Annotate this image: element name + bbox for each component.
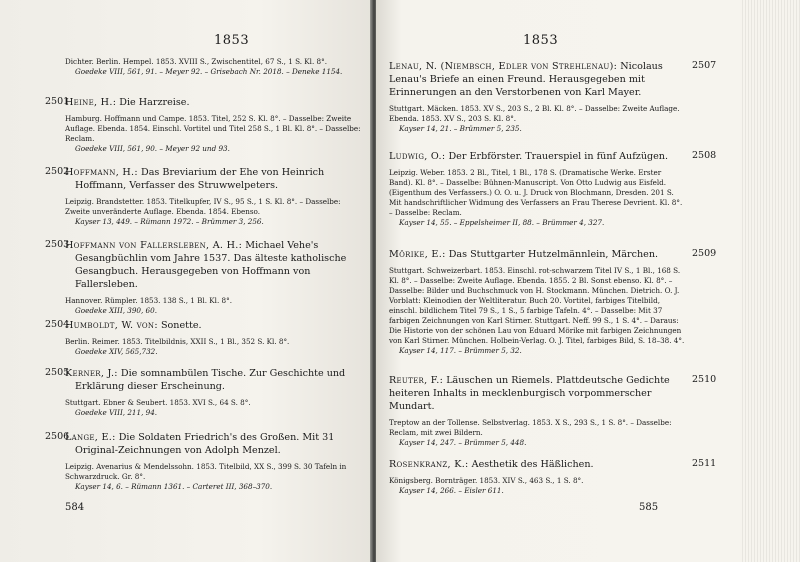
entry-author: Mörike, E.: [389,249,446,260]
entry-references: Goedeke XIV, 565,732. [75,347,158,356]
entry-author: Lange, E.: [65,432,116,443]
entry-2504 [45,319,365,357]
entry-title: Die Soldaten Friedrich's des Großen. Mit 31 Original-Zeichnungen von Adolph Menzel. [75,432,335,456]
entry-number: 2505 [45,367,70,378]
entry-imprint: Dichter. Berlin. Hempel. 1853. XVIII S., Zwischentitel, 67 S., 1 S. Kl. 8°. [65,57,327,66]
entry-title: Nicolaus Lenau's Briefe an einen Freund. Herausgegeben mit Erinnerungen an den Verstorbenen von Karl Mayer. [389,61,663,98]
entry-2503 [45,239,365,316]
entry-references: Goedeke VIII, 561, 91. – Meyer 92. – Grisebach Nr. 2018. – Deneke 1154. [75,67,343,76]
left-page [0,0,372,562]
entry-author: Hoffmann von Fallersleben, A. H.: [65,240,243,251]
entry-number: 2501 [45,96,70,107]
entry-number: 2503 [45,239,70,250]
entry-title: Die somnambülen Tische. Zur Geschichte und Erklärung dieser Erscheinung. [75,368,346,392]
entry-author: Hoffmann, H.: [65,167,138,178]
entry-number: 2502 [45,166,70,177]
entry-references: Kayser 14, 117. – Brümmer 5, 32. [399,346,522,355]
entry-references: Goedeke VIII, 211, 94. [75,408,158,417]
entry-references: Kayser 14, 266. – Eisler 611. [399,486,504,495]
entry-imprint: Berlin. Reimer. 1853. Titelbildnis, XXII S., 1 Bl., 352 S. Kl. 8°. [65,337,290,346]
entry-title: Michael Vehe's Gesangbüchlin vom Jahre 1537. Das älteste katholische Gesangbuch. Herausgegeben von Hoffmann von Fallersleben. [75,240,347,290]
left-page-number: 584 [65,502,85,513]
entry-references: Goedeke XIII, 390, 60. [75,306,157,315]
entry-number: 2507 [692,60,717,71]
entry-number: 2508 [692,150,717,161]
entry-number: 2510 [692,374,717,385]
entry-2506 [45,431,365,492]
entry-references: Kayser 13, 449. – Rümann 1972. – Brümmer 3, 256. [75,217,264,226]
entry-2501 [45,96,365,154]
entry-imprint: Stuttgart. Mäcken. 1853. XV S., 203 S., 2 Bl. Kl. 8°. – Dasselbe: Zweite Auflage. Ebenda. 1853. XV S., 203 S. Kl. 8°. [389,104,680,123]
entry-imprint: Leipzig. Weber. 1853. 2 Bl., Titel, 1 Bl., 178 S. (Dramatische Werke. Erster Band). Kl. 8°. – Dasselbe: Bühnen-Manuscript. Von Otto Ludwig aus Eisfeld. (Eigenthum des Verfassers.) O. O. u. J. Druck von Blochmann, Dresden. 201 S. Mit handschriftlicher Widmung des Verfassers an Frau Therese Devrient. Kl. 8°. – Dasselbe: Reclam. [389,168,683,217]
right-page-number: 585 [639,502,659,513]
entry-imprint: Königsberg. Bornträger. 1853. XIV S., 463 S., 1 S. 8°. [389,476,584,485]
entry-2507 [389,60,717,134]
entry-author: Rosenkranz, K.: [389,459,469,470]
entry-title: Der Erbförster. Trauerspiel in fünf Aufzügen. [448,151,669,162]
entry-title: Sonette. [160,320,202,331]
entry-references: Goedeke VIII, 561, 90. – Meyer 92 und 93. [75,144,230,153]
entry-title: Die Harzreise. [119,97,190,108]
entry-author: Ludwig, O.: [389,151,446,162]
entry-number: 2509 [692,248,717,259]
right-running-head-year: 1853 [523,33,559,48]
entry-title: Das Stuttgarter Hutzelmännlein, Märchen. [448,249,659,260]
entry-imprint: Leipzig. Avenarius & Mendelssohn. 1853. Titelbild, XX S., 399 S. 30 Tafeln in Schwarzdruck. Gr. 8°. [65,462,347,481]
entry-imprint: Hannover. Rümpler. 1853. 138 S., 1 Bl. Kl. 8°. [65,296,232,305]
entry-author: Heine, H.: [65,97,117,108]
entry-imprint: Leipzig. Brandstetter. 1853. Titelkupfer, IV S., 95 S., 1 S. Kl. 8°. – Dasselbe: Zweite unveränderte Auflage. Ebenda. 1854. Ebenso. [65,197,341,216]
entry-imprint: Hamburg. Hoffmann und Campe. 1853. Titel, 252 S. Kl. 8°. – Dasselbe: Zweite Auflage. Ebenda. 1854. Einschl. Vortitel und Titel 258 S., 1 Bl. Kl. 8°. – Dasselbe: Reclam. [65,114,361,143]
entry-imprint: Stuttgart. Ebner & Seubert. 1853. XVI S., 64 S. 8°. [65,398,251,407]
entry-2508 [389,150,717,228]
entry-2505 [45,367,365,418]
entry-title: Aesthetik des Häßlichen. [471,459,594,470]
entry-imprint: Treptow an der Tollense. Selbstverlag. 1853. X S., 293 S., 1 S. 8°. – Dasselbe: Reclam, mit zwei Bildern. [389,418,672,437]
entry-references: Kayser 14, 247. – Brümmer 5, 448. [399,438,527,447]
entry-2509 [389,248,717,356]
entry-references: Kayser 14, 6. – Rümann 1361. – Carteret III, 368–370. [75,482,273,491]
entry-references: Kayser 14, 55. – Eppelsheimer II, 88. – Brümmer 4, 327. [399,218,605,227]
entry-2511 [389,458,717,496]
entry-number: 2504 [45,319,70,330]
entry-number: 2506 [45,431,70,442]
page-edge-shadow [740,0,800,562]
entry-author: Humboldt, W. von: [65,320,158,331]
entry-imprint: Stuttgart. Schweizerbart. 1853. Einschl. rot-schwarzem Titel IV S., 1 Bl., 168 S. Kl. 8°. – Dasselbe: Zweite Auflage. Ebenda. 1855. 2 Bl. Sonst ebenso. Kl. 8°. – Dasselbe: Bilder und Buchschmuck von H. Stockmann. München. Dietrich. O. J. Vorblatt: Kleinodien der Weltliteratur. Buch 20. Vortitel, farbiges Titelbild, einschl. bildlichem Titel 79 S., 1 S., 5 farbige Tafeln. 4°. – Dasselbe: Mit 37 farbigen Zeichnungen von Karl Stirner. Stuttgart. Neff. 99 S., 1 S. 4°. – Daraus: Die Historie von der schönen Lau von Eduard Mörike mit farbigen Zeichnungen von Karl Stirner. München. Holbein-Verlag. O. J. Titel, farbiges Bild, S. 18–38. 4°. [389,266,685,345]
entry-2510 [389,374,717,448]
right-page [376,0,800,562]
entry-references: Kayser 14, 21. – Brümmer 5, 235. [399,124,522,133]
entry-2502 [45,166,365,227]
entry-continuation [65,57,365,77]
entry-number: 2511 [692,458,717,469]
entry-title: Das Breviarium der Ehe von Heinrich Hoffmann, Verfasser des Struwwelpeters. [75,167,325,191]
entry-author: Lenau, N. (Niembsch, Edler von Strehlenau): [389,61,618,72]
entry-title: Läuschen un Riemels. Plattdeutsche Gedichte heiteren Inhalts in mecklenburgisch vorpommerscher Mundart. [389,375,670,412]
entry-author: Kerner, J.: [65,368,118,379]
left-running-head-year: 1853 [214,33,250,48]
entry-author: Reuter, F.: [389,375,444,386]
